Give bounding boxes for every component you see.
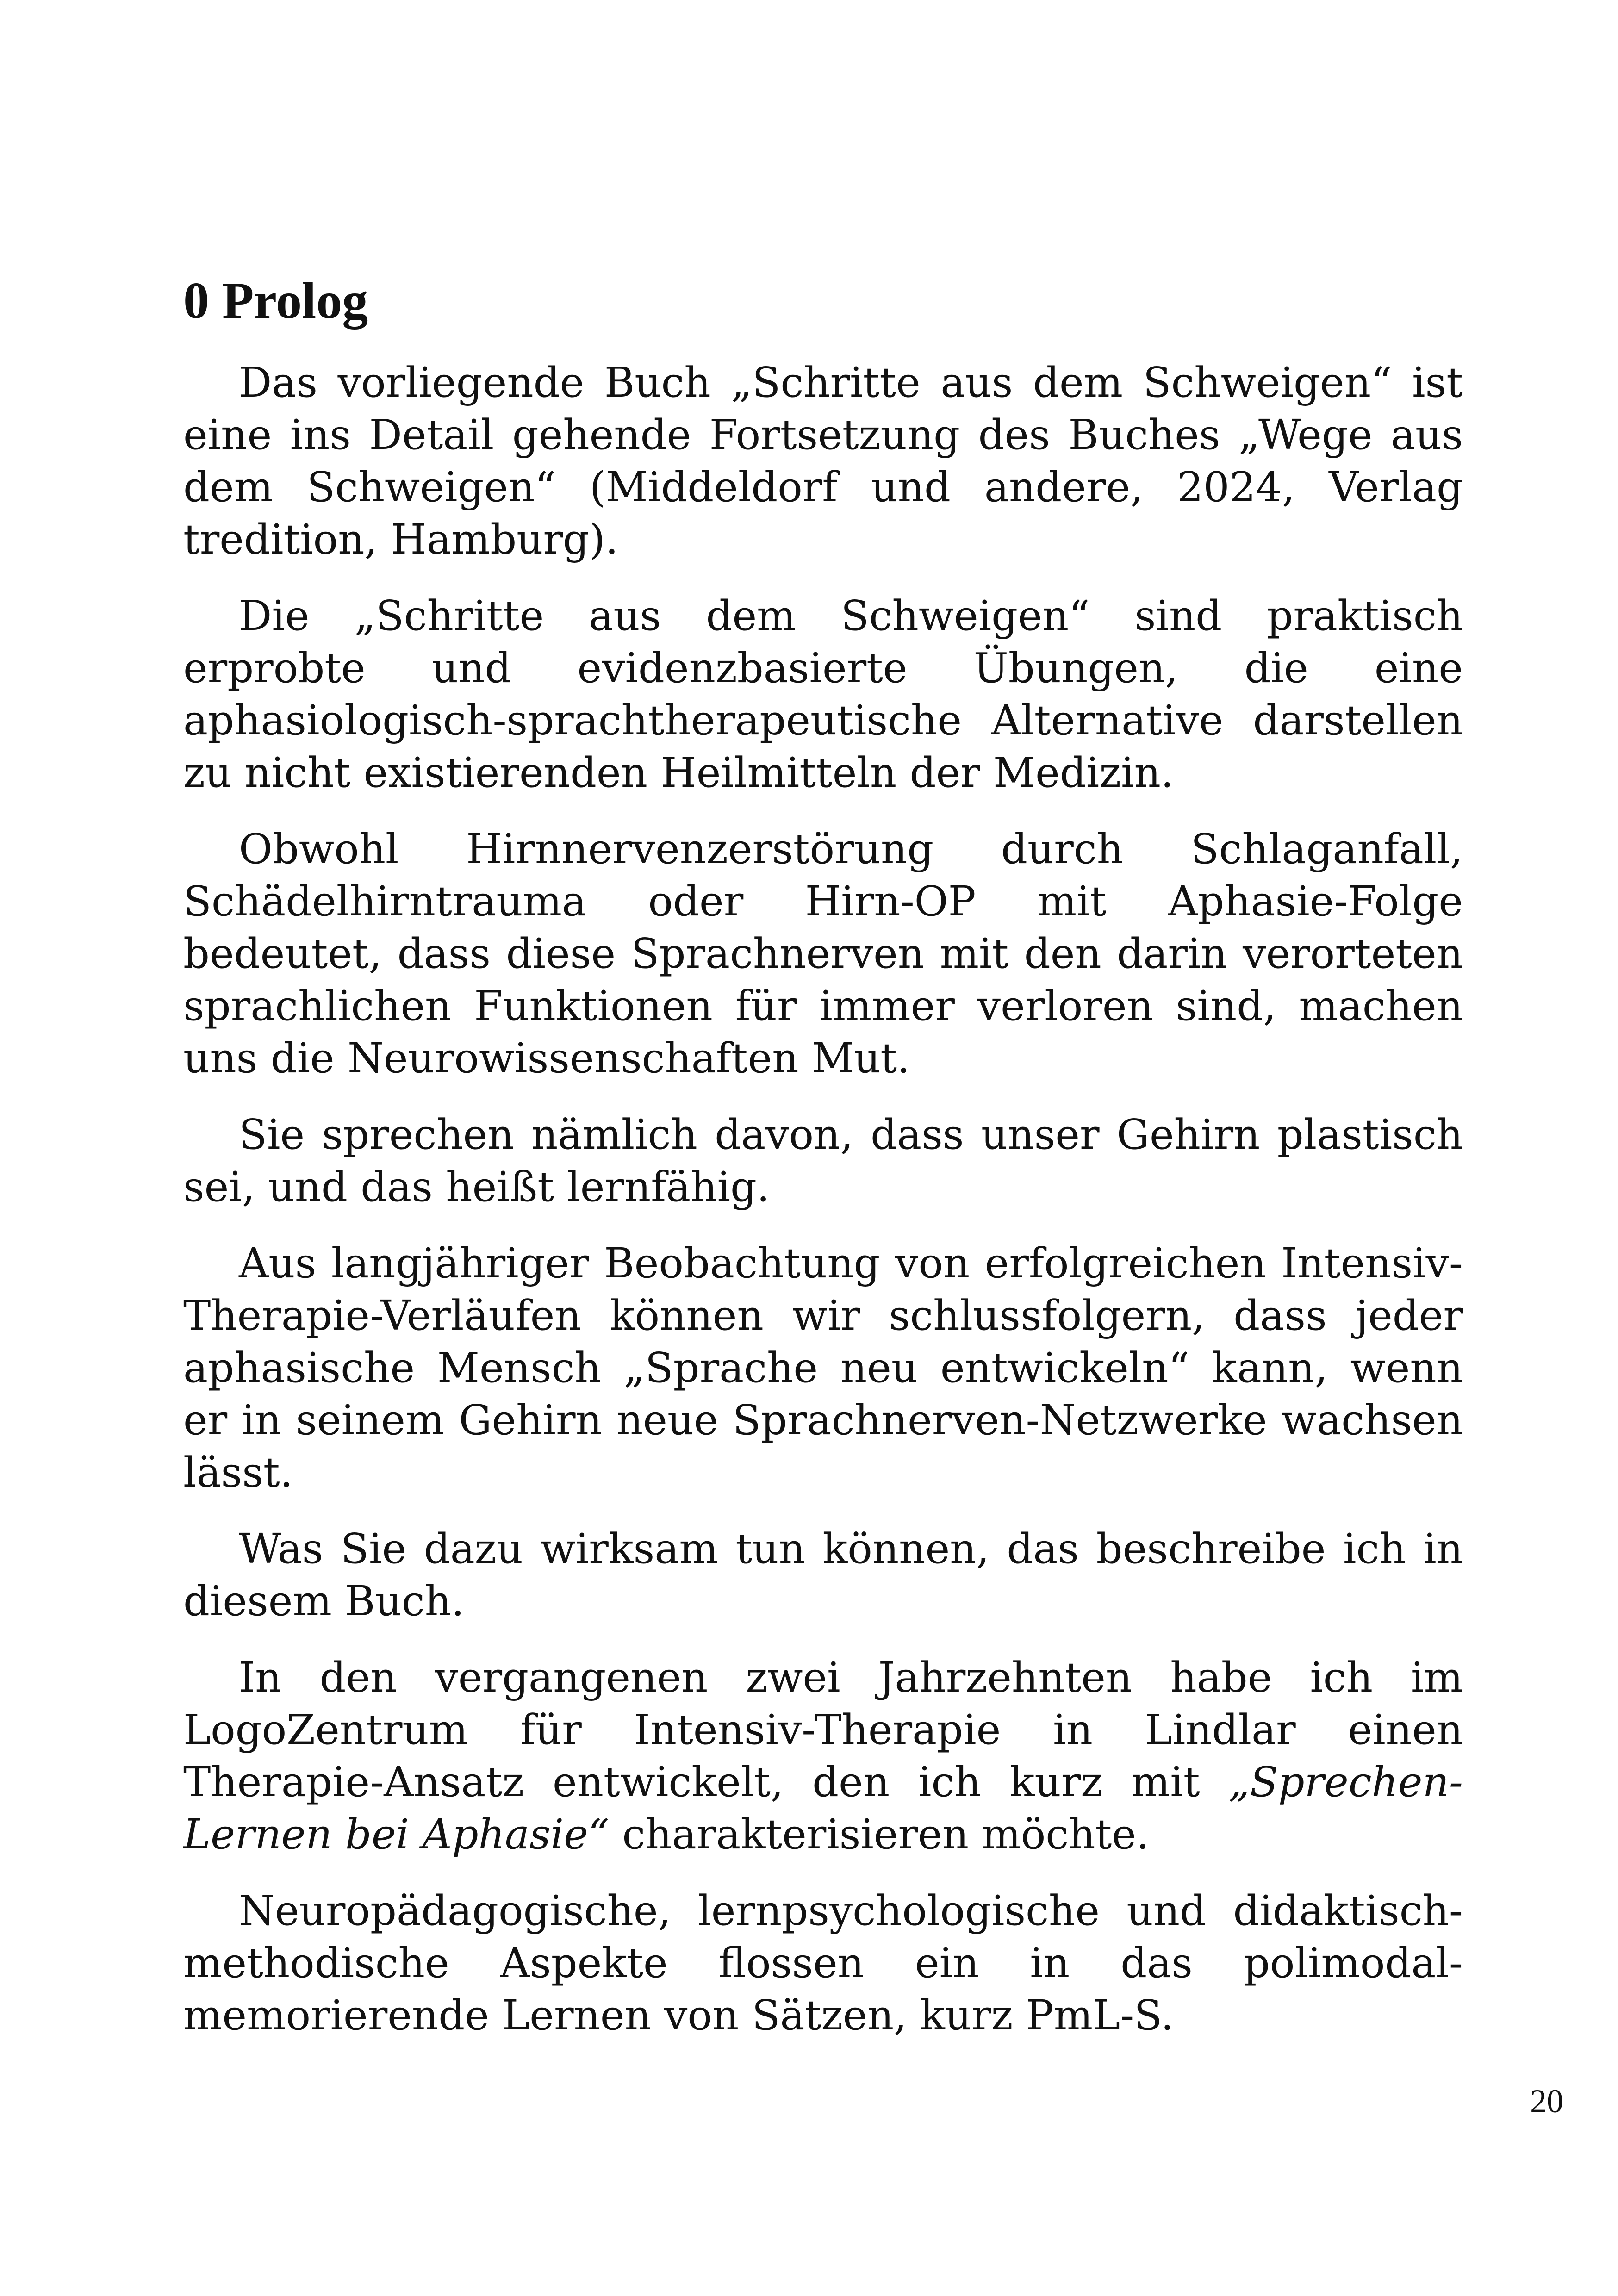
paragraph-2: Die „Schritte aus dem Schweigen“ sind praktisch erprobte und evidenzbasierte Übungen, die eine aphasiologisch-sprachtherapeutische Alternative darstellen zu nicht existierenden Heilmitteln der Medizin.	[183, 591, 1463, 796]
paragraph-5: Aus langjähriger Beobachtung von erfolgreichen Intensiv-Therapie-Verläufen können wir schlussfolgern, dass jeder aphasische Mensch „Sprache neu entwickeln“ kann, wenn er in seinem Gehirn neue Sprachnerven-Netzwerke wachsen lässt.	[183, 1239, 1463, 1496]
paragraph-3: Obwohl Hirnnervenzerstörung durch Schlaganfall, Schädelhirntrauma oder Hirn-OP mit Aphasie-Folge bedeutet, dass diese Sprachnerven mit den darin verorteten sprachlichen Funktionen für immer verloren sind, machen uns die Neurowissenschaften Mut.	[183, 825, 1463, 1082]
paragraph-6: Was Sie dazu wirksam tun können, das beschreibe ich in diesem Buch.	[183, 1524, 1463, 1625]
emphasized-term: „Sprechen-Lernen bei Aphasie“	[183, 1758, 1463, 1858]
paragraph-4: Sie sprechen nämlich davon, dass unser Gehirn plastisch sei, und das heißt lernfähig.	[183, 1110, 1463, 1211]
page-number: 20	[1530, 2083, 1563, 2120]
paragraph-1: Das vorliegende Buch „Schritte aus dem Schweigen“ ist eine ins Detail gehende Fortsetzung des Buches „Wege aus dem Schweigen“ (Middeldorf und andere, 2024, Verlag tredition, Hamburg).	[183, 358, 1463, 563]
chapter-title: 0 Prolog	[183, 272, 368, 330]
paragraph-7-text-before: In den vergangenen zwei Jahrzehnten habe ich im LogoZentrum für Intensiv-Therapie in Lindlar einen Therapie-Ansatz entwickelt, den ich kurz mit	[183, 1653, 1463, 1806]
paragraph-8: Neuropädagogische, lernpsychologische und didaktisch-methodische Aspekte flossen ein in das polimodal-memorierende Lernen von Sätzen, kurz PmL-S.	[183, 1886, 1463, 2039]
paragraph-7-text-after: charakterisieren möchte.	[609, 1810, 1150, 1858]
paragraph-7	[183, 1651, 1463, 1860]
body-text	[183, 356, 1463, 2066]
